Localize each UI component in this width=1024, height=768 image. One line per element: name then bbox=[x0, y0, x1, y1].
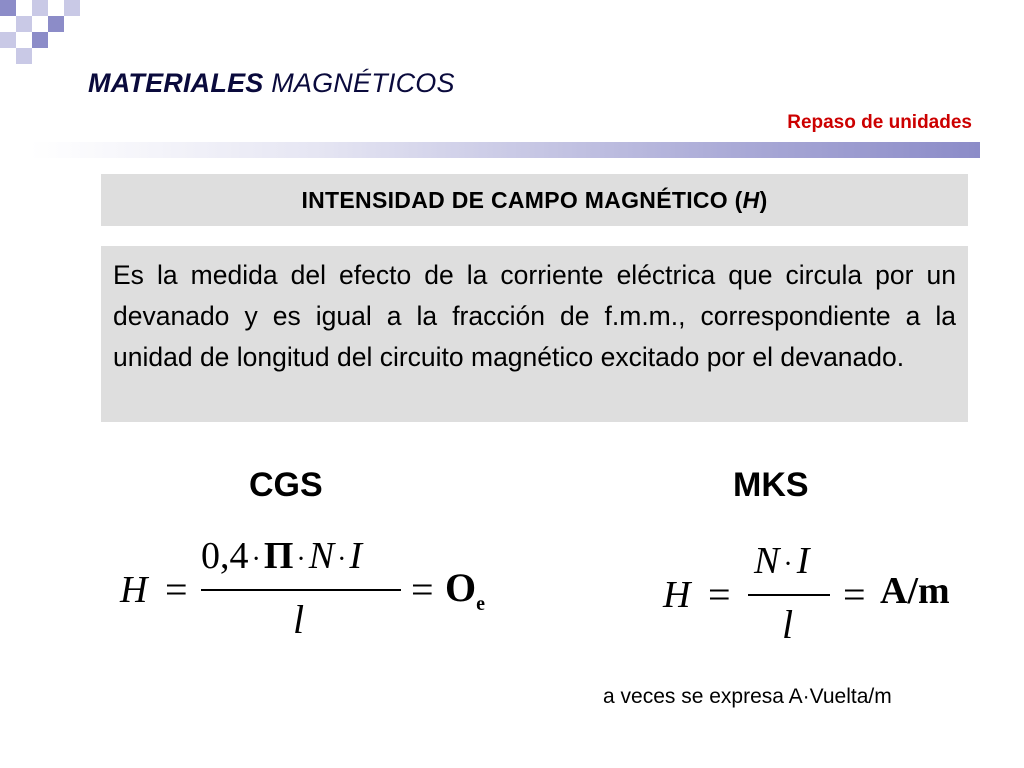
mks-unit: A/m bbox=[880, 570, 950, 612]
deco-square bbox=[16, 48, 32, 64]
cgs-dot: · bbox=[251, 544, 261, 575]
cgs-equals2: = bbox=[411, 567, 434, 612]
cgs-label: CGS bbox=[249, 466, 323, 504]
cgs-unit-main: O bbox=[445, 565, 477, 610]
cgs-fraction-bar bbox=[201, 589, 401, 591]
cgs-coef: 0,4 bbox=[201, 535, 249, 577]
title-part2: MAGNÉTICOS bbox=[271, 68, 455, 98]
slide-subtitle: Repaso de unidades bbox=[787, 112, 972, 133]
deco-square bbox=[0, 0, 16, 16]
cgs-unit-sub: e bbox=[476, 593, 486, 615]
deco-square bbox=[16, 16, 32, 32]
cgs-N: N bbox=[308, 535, 335, 577]
mks-lhs: H bbox=[663, 574, 691, 616]
heading-symbol: H bbox=[742, 186, 760, 213]
cgs-I: I bbox=[349, 535, 363, 577]
unit-note: a veces se expresa A·Vuelta/m bbox=[603, 685, 892, 708]
slide-title bbox=[88, 68, 455, 99]
cgs-unit bbox=[445, 564, 485, 616]
mks-equals2: = bbox=[843, 572, 866, 617]
cgs-dot: · bbox=[337, 544, 347, 575]
deco-square bbox=[64, 0, 80, 16]
mks-dot: · bbox=[783, 549, 793, 580]
cgs-dot: · bbox=[296, 544, 306, 575]
mks-numerator bbox=[754, 539, 809, 583]
definition-box bbox=[101, 246, 968, 422]
definition-text: Es la medida del efecto de la corriente eléctrica que circula por un devanado y es igual a la fracción de f.m.m., correspondiente a la unidad de longitud del circuito magnético excitado por el devanado. bbox=[113, 260, 956, 372]
mks-I: I bbox=[796, 540, 810, 582]
mks-formula bbox=[658, 535, 978, 655]
cgs-pi: Π bbox=[263, 535, 294, 577]
section-heading bbox=[101, 174, 968, 226]
mks-label: MKS bbox=[733, 466, 809, 504]
mks-N: N bbox=[754, 540, 780, 582]
header-gradient-band bbox=[30, 142, 980, 158]
deco-square bbox=[32, 32, 48, 48]
cgs-equals: = bbox=[165, 567, 188, 612]
mks-fraction-bar bbox=[748, 594, 830, 596]
mks-equals: = bbox=[708, 572, 731, 617]
cgs-denominator: l bbox=[293, 597, 305, 642]
deco-square bbox=[48, 16, 64, 32]
cgs-formula bbox=[115, 530, 515, 650]
heading-prefix: INTENSIDAD DE CAMPO MAGNÉTICO ( bbox=[301, 186, 743, 213]
cgs-numerator bbox=[201, 534, 362, 578]
mks-denominator: l bbox=[782, 602, 794, 647]
deco-square bbox=[32, 0, 48, 16]
deco-square bbox=[0, 32, 16, 48]
cgs-lhs: H bbox=[120, 569, 148, 611]
heading-suffix: ) bbox=[759, 186, 768, 213]
title-part1: MATERIALES bbox=[88, 68, 264, 98]
